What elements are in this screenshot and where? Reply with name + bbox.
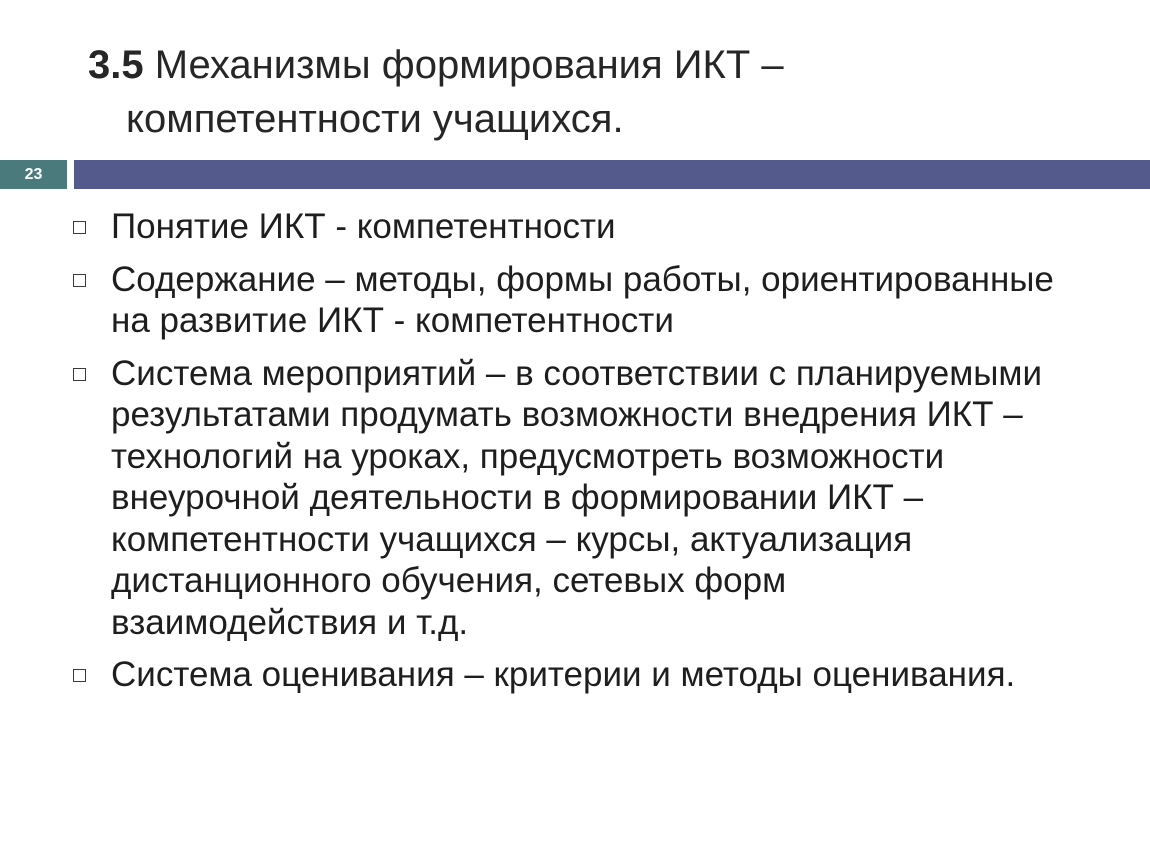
hollow-square-icon [73, 368, 86, 381]
bullet-list [0, 206, 1150, 707]
bullet-item [0, 353, 1150, 644]
bullet-text: Система оценивания – критерии и методы оценивания. [111, 655, 1016, 694]
bullet-text: Понятие ИКТ - компетентности [111, 207, 616, 246]
bullet-item [0, 206, 1150, 248]
accent-bar [74, 160, 1150, 189]
bullet-text: Содержание – методы, формы работы, ориентированные на развитие ИКТ - компетентности [111, 259, 1054, 340]
hollow-square-icon [73, 669, 86, 682]
slide-number-badge: 23 [0, 160, 67, 189]
title-section-number: 3.5 [88, 43, 144, 87]
title-line-2: компетентности учащихся. [126, 97, 624, 141]
bullet-text: Система мероприятий – в соответствии с планируемыми результатами продумать возможности внедрения ИКТ – технологий на уроках, предусмотреть возможности внеурочной деятельности в формировании ИКТ – компетентности учащихся – курсы, актуализация дистанционного обучения, сетевых форм взаимодействия и т.д. [111, 353, 1043, 642]
hollow-square-icon [73, 274, 86, 287]
bullet-item [0, 259, 1150, 342]
hollow-square-icon [73, 221, 86, 234]
bullet-item [0, 654, 1150, 696]
slide-title [88, 38, 1088, 146]
title-line-1: Механизмы формирования ИКТ – [143, 43, 784, 87]
